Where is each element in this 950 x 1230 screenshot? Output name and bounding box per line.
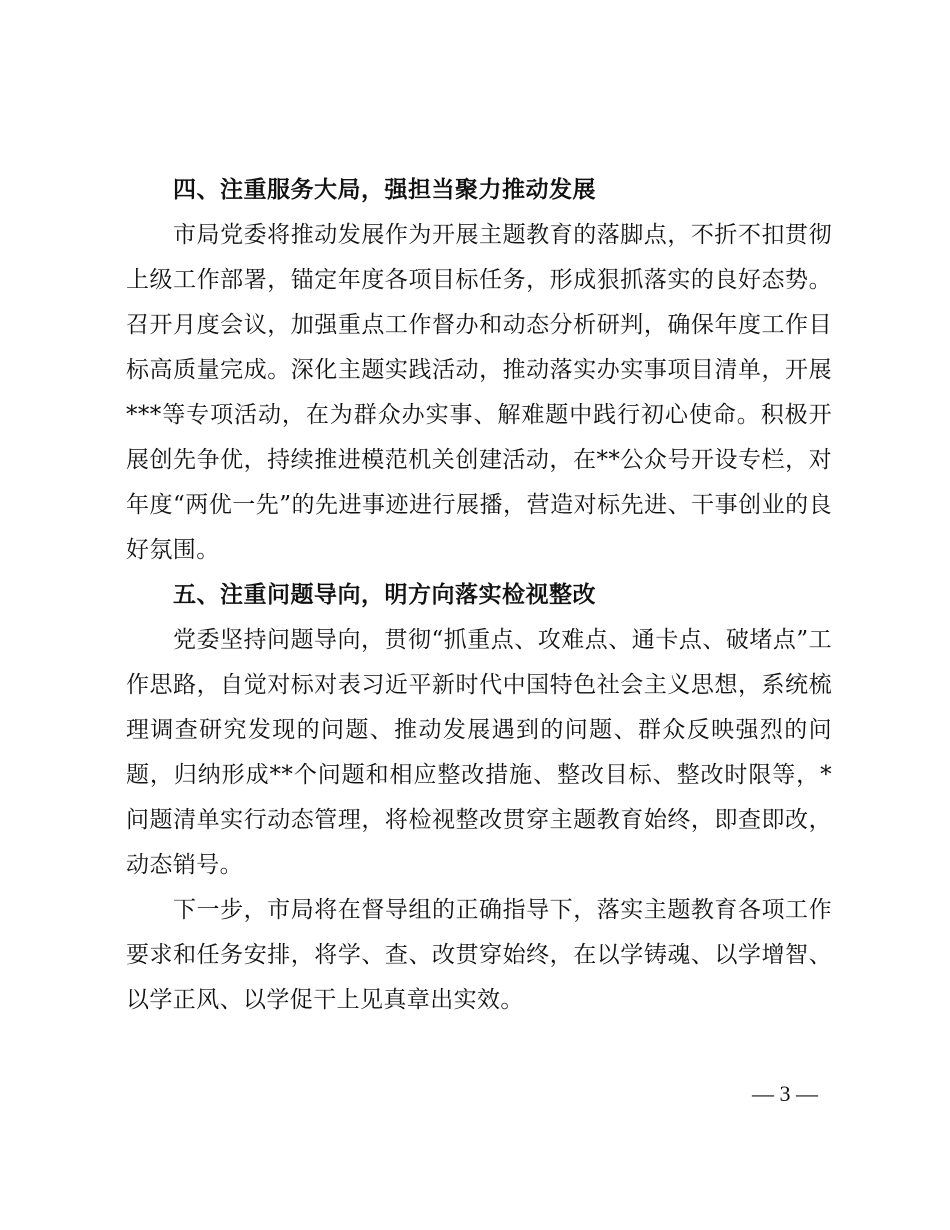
next-steps-paragraph: 下一步，市局将在督导组的正确指导下，落实主题教育各项工作要求和任务安排，将学、查、改贯穿始终，在以学铸魂、以学增智、以学正风、以学促干上见真章出实效。: [126, 897, 832, 1013]
section-heading-5: 五、注重问题导向，明方向落实检视整改: [173, 582, 596, 608]
section-5-paragraph: 党委坚持问题导向，贯彻“抓重点、攻难点、通卡点、破堵点”工作思路，自觉对标对表习近平新时代中国特色社会主义思想，系统梳理调查研究发现的问题、推动发展遇到的问题、群众反映强烈的问题，归纳形成**个问题和相应整改措施、整改目标、整改时限等，*问题清单实行动态管理，将检视整改贯穿主题教育始终，即查即改，动态销号。: [126, 627, 832, 878]
section-4-paragraph: 市局党委将推动发展作为开展主题教育的落脚点，不折不扣贯彻上级工作部署，锚定年度各项目标任务，形成狠抓落实的良好态势。召开月度会议，加强重点工作督办和动态分析研判，确保年度工作目标高质量完成。深化主题实践活动，推动落实办实事项目清单，开展***等专项活动，在为群众办实事、解难题中践行初心使命。积极开展创先争优，持续推进模范机关创建活动，在**公众号开设专栏，对年度“两优一先”的先进事迹进行展播，营造对标先进、干事创业的良好氛围。: [126, 222, 832, 563]
section-heading-4: 四、注重服务大局，强担当聚力推动发展: [173, 177, 596, 203]
document-body: [126, 168, 832, 1023]
page-number: — 3 —: [752, 1081, 818, 1106]
